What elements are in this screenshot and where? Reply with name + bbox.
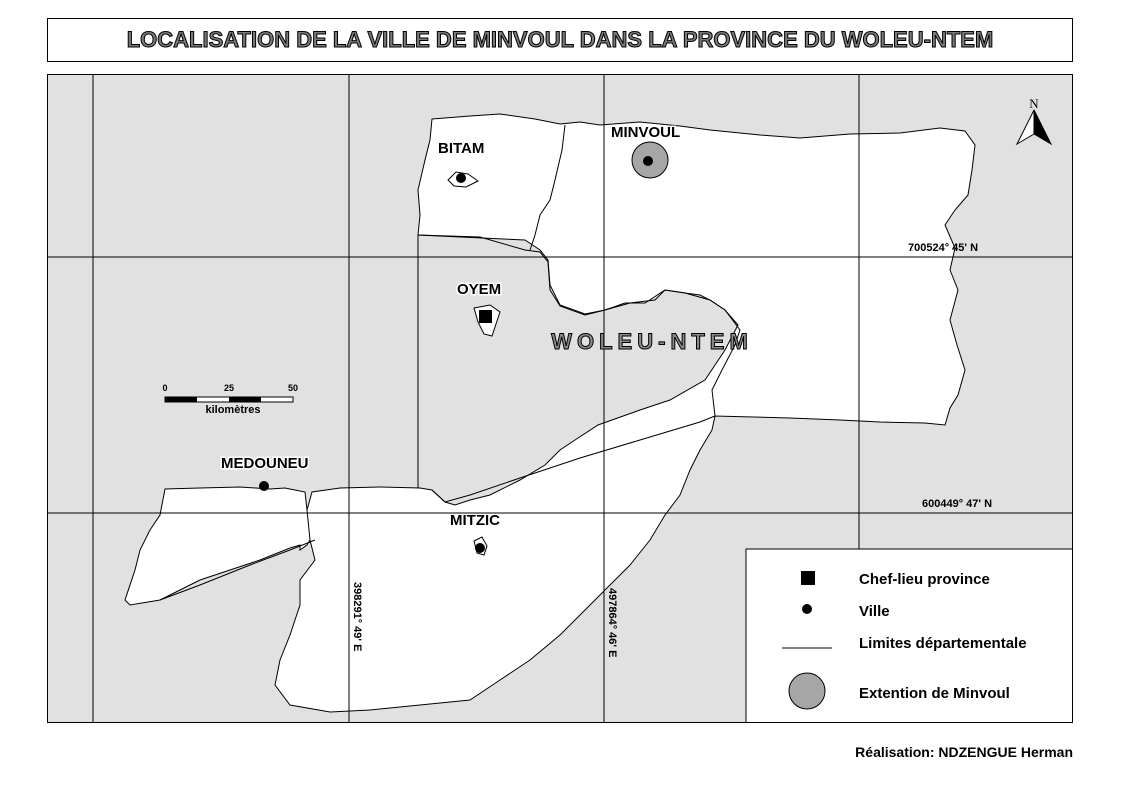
latitude-label-north: 700524° 45' N [908,242,979,254]
filled-circle-icon [802,604,812,614]
city-label-oyem: OYEM [457,281,502,298]
map-canvas [48,75,1073,723]
legend [746,549,1073,723]
latitude-label-south: 600449° 47' N [922,498,993,510]
credit-line: Réalisation: NDZENGUE Herman [855,744,1073,760]
medouneu-town-dot [259,481,269,491]
scale-tick-25: 25 [223,383,235,393]
map-frame [47,74,1073,723]
north-arrow-label: N [1029,96,1039,111]
scale-unit-label: kilomètres [205,404,261,416]
minvoul-town-dot [643,156,653,166]
bitam-town-dot [456,173,466,183]
province-label: WOLEU-NTEM [551,329,753,354]
legend-label-limites: Limites départementale [859,635,1027,652]
longitude-label-east: 497864° 46' E [606,588,618,658]
longitude-label-west: 398291° 49' E [351,582,363,652]
city-label-mitzic: MITZIC [450,512,500,529]
map-title: LOCALISATION DE LA VILLE DE MINVOUL DANS LA PROVINCE DU WOLEU-NTEM [126,27,994,52]
city-label-bitam: BITAM [438,140,485,157]
grey-disc-icon [789,673,825,709]
scale-tick-0: 0 [162,383,168,393]
city-label-medouneu: MEDOUNEU [221,455,309,472]
mitzic-town-dot [475,543,485,553]
filled-square-icon [801,571,815,585]
legend-label-chef-lieu: Chef-lieu province [859,571,990,588]
map-title-box [47,18,1073,62]
oyem-provincial-capital-square [479,310,492,323]
city-label-minvoul: MINVOUL [611,124,681,141]
scale-tick-50: 50 [287,383,299,393]
legend-label-ville: Ville [859,603,890,620]
legend-label-extention: Extention de Minvoul [859,685,1010,702]
